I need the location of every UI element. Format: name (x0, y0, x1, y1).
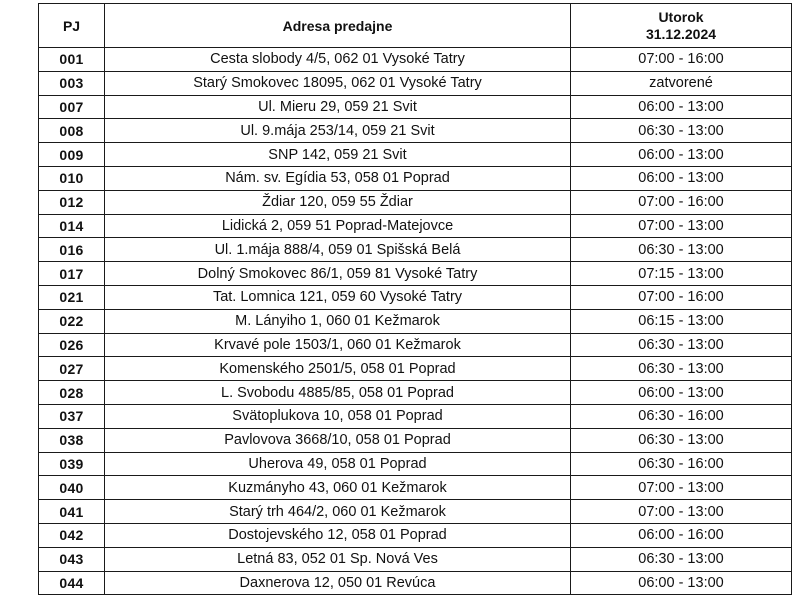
table-row (39, 48, 792, 72)
store-number-cell: 001 (39, 48, 105, 72)
table-header-row (39, 4, 792, 48)
store-number-cell: 027 (39, 357, 105, 381)
table-body (39, 48, 792, 595)
store-address-cell: Lidická 2, 059 51 Poprad-Matejovce (105, 214, 571, 238)
store-address-cell: Krvavé pole 1503/1, 060 01 Kežmarok (105, 333, 571, 357)
store-address-cell: Cesta slobody 4/5, 062 01 Vysoké Tatry (105, 48, 571, 72)
store-number-cell: 038 (39, 428, 105, 452)
opening-hours-cell: 07:00 - 16:00 (571, 285, 792, 309)
table-row (39, 571, 792, 595)
table-row (39, 143, 792, 167)
table-row (39, 500, 792, 524)
store-address-cell: SNP 142, 059 21 Svit (105, 143, 571, 167)
store-address-cell: Uherova 49, 058 01 Poprad (105, 452, 571, 476)
header-address: Adresa predajne (105, 4, 571, 48)
store-address-cell: Ul. 1.mája 888/4, 059 01 Spišská Belá (105, 238, 571, 262)
opening-hours-cell: 06:30 - 13:00 (571, 428, 792, 452)
table-row (39, 428, 792, 452)
store-address-cell: Starý trh 464/2, 060 01 Kežmarok (105, 500, 571, 524)
store-number-cell: 016 (39, 238, 105, 262)
opening-hours-cell: 06:30 - 13:00 (571, 547, 792, 571)
table-row (39, 95, 792, 119)
store-address-cell: Dolný Smokovec 86/1, 059 81 Vysoké Tatry (105, 262, 571, 286)
store-address-cell: Ul. 9.mája 253/14, 059 21 Svit (105, 119, 571, 143)
store-number-cell: 014 (39, 214, 105, 238)
opening-hours-cell: 06:30 - 16:00 (571, 404, 792, 428)
store-number-cell: 009 (39, 143, 105, 167)
table-row (39, 285, 792, 309)
store-address-cell: Ždiar 120, 059 55 Ždiar (105, 190, 571, 214)
table-row (39, 238, 792, 262)
table-row (39, 190, 792, 214)
opening-hours-cell: 07:15 - 13:00 (571, 262, 792, 286)
store-address-cell: Daxnerova 12, 050 01 Revúca (105, 571, 571, 595)
store-number-cell: 041 (39, 500, 105, 524)
table-row (39, 119, 792, 143)
table-row (39, 381, 792, 405)
opening-hours-cell: 06:00 - 13:00 (571, 143, 792, 167)
store-number-cell: 043 (39, 547, 105, 571)
table-row (39, 309, 792, 333)
opening-hours-cell: 07:00 - 13:00 (571, 476, 792, 500)
opening-hours-cell: 06:30 - 13:00 (571, 238, 792, 262)
header-pj: PJ (39, 4, 105, 48)
store-number-cell: 022 (39, 309, 105, 333)
store-number-cell: 003 (39, 71, 105, 95)
table-row (39, 262, 792, 286)
opening-hours-cell: 06:30 - 13:00 (571, 119, 792, 143)
store-address-cell: Tat. Lomnica 121, 059 60 Vysoké Tatry (105, 285, 571, 309)
opening-hours-cell: 07:00 - 16:00 (571, 190, 792, 214)
opening-hours-cell: 06:00 - 16:00 (571, 523, 792, 547)
store-address-cell: Letná 83, 052 01 Sp. Nová Ves (105, 547, 571, 571)
opening-hours-cell: 06:00 - 13:00 (571, 95, 792, 119)
opening-hours-cell: 07:00 - 13:00 (571, 500, 792, 524)
store-address-cell: Starý Smokovec 18095, 062 01 Vysoké Tatry (105, 71, 571, 95)
table-row (39, 404, 792, 428)
table-row (39, 166, 792, 190)
opening-hours-cell: 06:00 - 13:00 (571, 571, 792, 595)
opening-hours-cell: 07:00 - 16:00 (571, 48, 792, 72)
opening-hours-cell: 06:30 - 16:00 (571, 452, 792, 476)
store-address-cell: Pavlovova 3668/10, 058 01 Poprad (105, 428, 571, 452)
store-address-cell: Dostojevského 12, 058 01 Poprad (105, 523, 571, 547)
header-day: Utorok (658, 8, 704, 25)
store-number-cell: 007 (39, 95, 105, 119)
store-address-cell: Ul. Mieru 29, 059 21 Svit (105, 95, 571, 119)
store-number-cell: 010 (39, 166, 105, 190)
opening-hours-cell: 06:30 - 13:00 (571, 357, 792, 381)
table-row (39, 476, 792, 500)
header-opening-hours (571, 4, 792, 48)
store-number-cell: 026 (39, 333, 105, 357)
opening-hours-cell: 06:00 - 13:00 (571, 166, 792, 190)
store-number-cell: 037 (39, 404, 105, 428)
store-number-cell: 040 (39, 476, 105, 500)
table-row (39, 452, 792, 476)
store-number-cell: 021 (39, 285, 105, 309)
store-number-cell: 044 (39, 571, 105, 595)
table-row (39, 547, 792, 571)
store-number-cell: 008 (39, 119, 105, 143)
opening-hours-cell: zatvorené (571, 71, 792, 95)
table-row (39, 214, 792, 238)
store-number-cell: 017 (39, 262, 105, 286)
store-address-cell: M. Lányiho 1, 060 01 Kežmarok (105, 309, 571, 333)
store-number-cell: 042 (39, 523, 105, 547)
store-address-cell: L. Svobodu 4885/85, 058 01 Poprad (105, 381, 571, 405)
store-number-cell: 039 (39, 452, 105, 476)
opening-hours-cell: 06:30 - 13:00 (571, 333, 792, 357)
store-address-cell: Svätoplukova 10, 058 01 Poprad (105, 404, 571, 428)
store-hours-table (38, 3, 792, 595)
store-address-cell: Nám. sv. Egídia 53, 058 01 Poprad (105, 166, 571, 190)
opening-hours-cell: 06:00 - 13:00 (571, 381, 792, 405)
store-number-cell: 028 (39, 381, 105, 405)
table-row (39, 71, 792, 95)
table-row (39, 523, 792, 547)
opening-hours-cell: 07:00 - 13:00 (571, 214, 792, 238)
opening-hours-cell: 06:15 - 13:00 (571, 309, 792, 333)
header-date: 31.12.2024 (645, 25, 717, 42)
store-address-cell: Kuzmányho 43, 060 01 Kežmarok (105, 476, 571, 500)
store-number-cell: 012 (39, 190, 105, 214)
table-row (39, 333, 792, 357)
store-address-cell: Komenského 2501/5, 058 01 Poprad (105, 357, 571, 381)
table-row (39, 357, 792, 381)
